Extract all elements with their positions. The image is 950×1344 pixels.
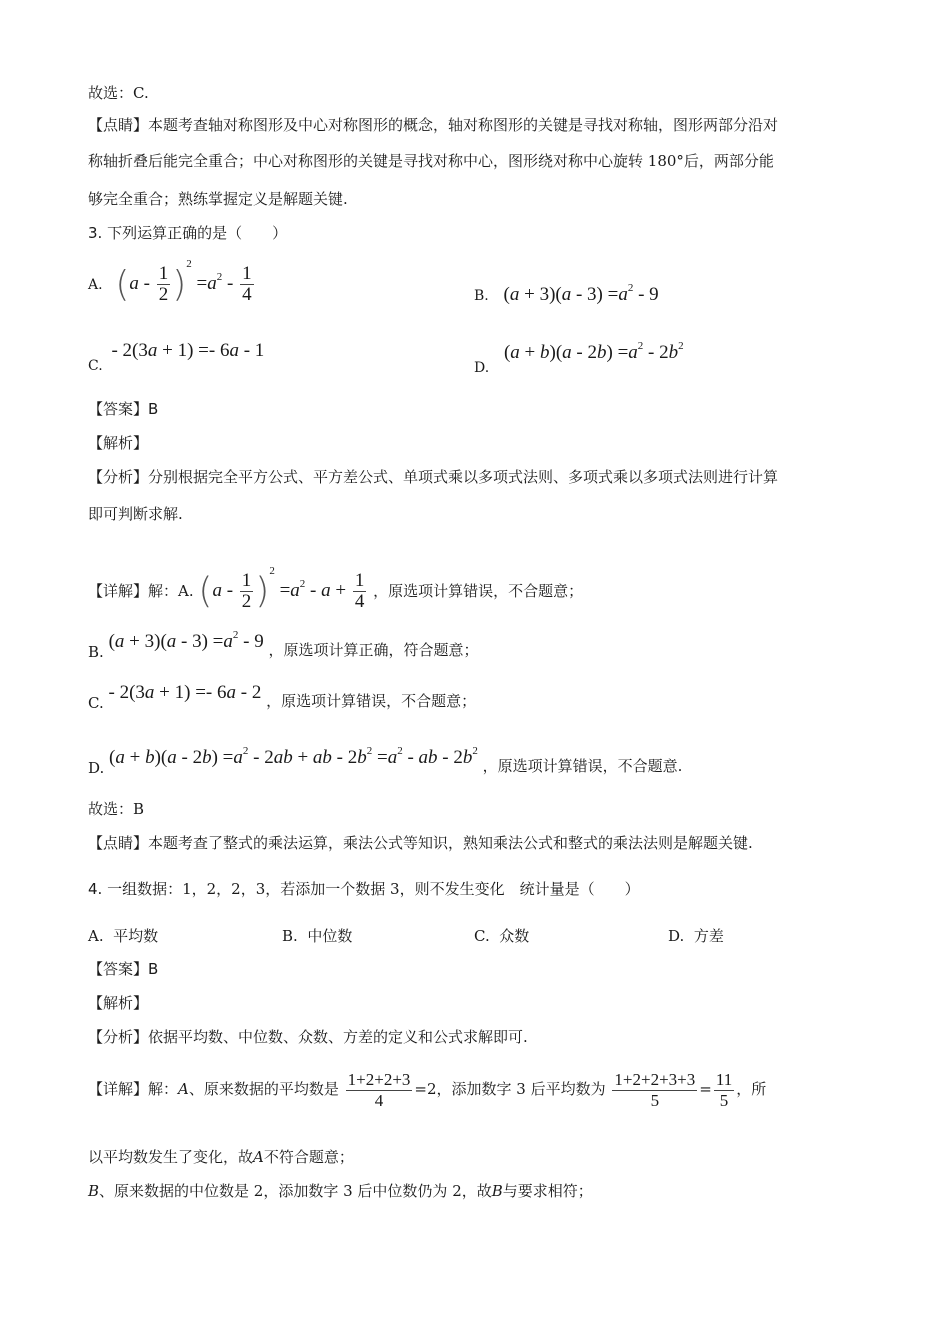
q4-option-a-label: A.	[88, 927, 104, 945]
q4-detail-a	[88, 1064, 766, 1114]
q3-answer	[88, 398, 158, 420]
q4-answer-value: B	[148, 960, 159, 978]
q4-mean-value	[714, 1070, 734, 1111]
q3-comment: 【点睛】本题考查了整式的乘法运算，乘法公式等知识，熟知乘法公式和整式的乘法法则是解题关键.	[88, 834, 753, 852]
q4-option-a	[88, 925, 158, 946]
q4-frac1-den: 4	[374, 1090, 384, 1110]
q4-frac2-den: 5	[650, 1090, 660, 1110]
q4-frac3-den: 5	[719, 1090, 729, 1110]
q3-option-a-label: A.	[88, 277, 103, 293]
q3-option-d-label: D.	[474, 360, 490, 376]
q4-detail-var-a: A	[178, 1080, 189, 1098]
q3-option-b-label: B.	[474, 288, 489, 304]
q2-comment-line1: 【点睛】本题考查轴对称图形及中心对称图形的概念，轴对称图形的关键是寻找对称轴，图形两部分沿对	[88, 116, 779, 134]
q4-mean-original	[346, 1070, 413, 1111]
q3-option-a	[88, 258, 256, 305]
q3-detail-c	[88, 682, 477, 712]
q3-choice: 故选：B	[88, 800, 145, 818]
q4-tail: ，所	[736, 1080, 767, 1098]
q4-answer-tag: 【答案】	[88, 960, 149, 978]
q4-detail-line2	[88, 1146, 354, 1168]
q4-stem	[88, 878, 640, 900]
q4-option-b-label: B.	[282, 927, 298, 945]
q4-number: 4.	[88, 880, 103, 898]
q3-option-c-expr: - 2(3a + 1) =- 6a - 1	[111, 340, 265, 361]
q3-option-b	[474, 282, 659, 306]
q2-comment-line2: 称轴折叠后能完全重合；中心对称图形的关键是寻找对称中心，图形绕对称中心旋转 180°后，两部分能	[88, 152, 774, 170]
q4-l3-a: 、原来数据的中位数是 2，添加数字 3 后中位数仍为 2，故	[99, 1182, 492, 1200]
q4-option-a-text: 平均数	[113, 927, 159, 945]
q3-detail-d	[88, 740, 683, 777]
q3-detail-d-expr: $(a + b)(a - 2b) =a^2 - 2ab$ + ab - $2b^2 =a^2$ - ab - $2b^2$	[109, 745, 478, 768]
q4-eq1: =2，添加数字 3 后平均数为	[414, 1080, 606, 1098]
q4-frac3-num: 11	[715, 1069, 733, 1089]
q3-detail-c-label: C.	[88, 694, 104, 712]
q3-analysis-tag: 【解析】	[88, 434, 149, 452]
q4-l2-a: 以平均数发生了变化，故	[88, 1148, 254, 1166]
q4-option-d-text: 方差	[693, 927, 724, 945]
q2-comment-line3: 够完全重合；熟练掌握定义是解题关键.	[88, 190, 348, 208]
q4-l3-var: B	[88, 1182, 100, 1200]
q3-analysis-line2: 即可判断求解.	[88, 505, 183, 523]
q4-option-d	[668, 925, 724, 946]
q3-detail-prefix: 【详解】解：A.	[88, 582, 194, 600]
q3-answer-tag: 【答案】	[88, 400, 149, 418]
q4-detail-line3	[88, 1180, 593, 1202]
q2-choice: 故选：C.	[88, 84, 149, 102]
q4-l2-var: A	[253, 1148, 264, 1166]
q4-analysis: 【分析】依据平均数、中位数、众数、方差的定义和公式求解即可.	[88, 1028, 528, 1046]
q3-detail-a-expr: (a - $\frac{1}{2}$ )$^2 =a^2 - a$ + $\frac{1}{4}$	[198, 565, 365, 613]
q3-analysis: 【分析】分别根据完全平方公式、平方差公式、单项式乘以多项式法则、多项式乘以多项式法则进行计算	[88, 468, 779, 486]
q4-eq2: =	[699, 1080, 712, 1098]
q3-detail-d-label: D.	[88, 759, 105, 777]
q3-detail-a-suffix: ，原选项计算错误，不合题意；	[373, 582, 584, 600]
q4-option-b	[282, 925, 352, 946]
q4-detail-prefix: 【详解】解：	[88, 1080, 179, 1098]
q4-detail-text1: 、原来数据的平均数是	[188, 1080, 339, 1098]
q3-option-a-expr: (a - $\frac{1}{2}$ )$^2 =a^2$ - $\frac{1}{4}$	[115, 258, 252, 306]
q4-option-b-text: 中位数	[307, 927, 353, 945]
q4-option-c-text: 众数	[499, 927, 530, 945]
q3-detail-d-suffix: ，原选项计算错误，不合题意.	[482, 757, 683, 775]
q3-detail-b-label: B.	[88, 643, 104, 661]
q4-answer	[88, 958, 158, 980]
q4-l3-var2: B	[491, 1182, 503, 1200]
q3-detail-b-expr: $(a + 3)(a - 3) =a^2 - 9$	[108, 629, 264, 652]
q3-answer-value: B	[148, 400, 159, 418]
q3-detail-b-suffix: ，原选项计算正确，符合题意；	[268, 641, 479, 659]
q4-option-c	[474, 925, 529, 946]
q3-stem-text: 下列运算正确的是（ ）	[107, 224, 288, 242]
q3-option-d	[474, 340, 684, 376]
q4-option-d-label: D.	[668, 927, 685, 945]
q3-option-c-label: C.	[88, 358, 103, 374]
q4-frac1-num: 1+2+2+3	[347, 1069, 411, 1089]
q4-option-c-label: C.	[474, 927, 490, 945]
q4-stem-text: 一组数据：1，2，2，3，若添加一个数据 3，则不发生变化 统计量是（ ）	[107, 880, 640, 898]
q3-detail-a	[88, 546, 583, 617]
q4-analysis-tag: 【解析】	[88, 994, 149, 1012]
q3-option-b-expr: $(a + 3)(a - 3) =a^2 - 9$	[503, 282, 659, 305]
q4-l3-b: 与要求相符；	[502, 1182, 593, 1200]
q3-number: 3.	[88, 224, 103, 242]
q3-detail-c-suffix: ，原选项计算错误，不合题意；	[266, 692, 477, 710]
q3-detail-b	[88, 624, 479, 661]
q4-mean-new	[612, 1070, 697, 1111]
q3-stem	[88, 222, 287, 244]
q3-option-c	[88, 340, 265, 374]
q4-frac2-num: 1+2+2+3+3	[614, 1069, 696, 1089]
q4-l2-b: 不符合题意；	[263, 1148, 354, 1166]
q3-detail-c-expr: - 2(3a + 1) =- 6a - 2	[108, 682, 262, 703]
q3-option-d-expr: $(a + b)(a - 2b) =a^2 - 2b^2$	[503, 340, 684, 363]
